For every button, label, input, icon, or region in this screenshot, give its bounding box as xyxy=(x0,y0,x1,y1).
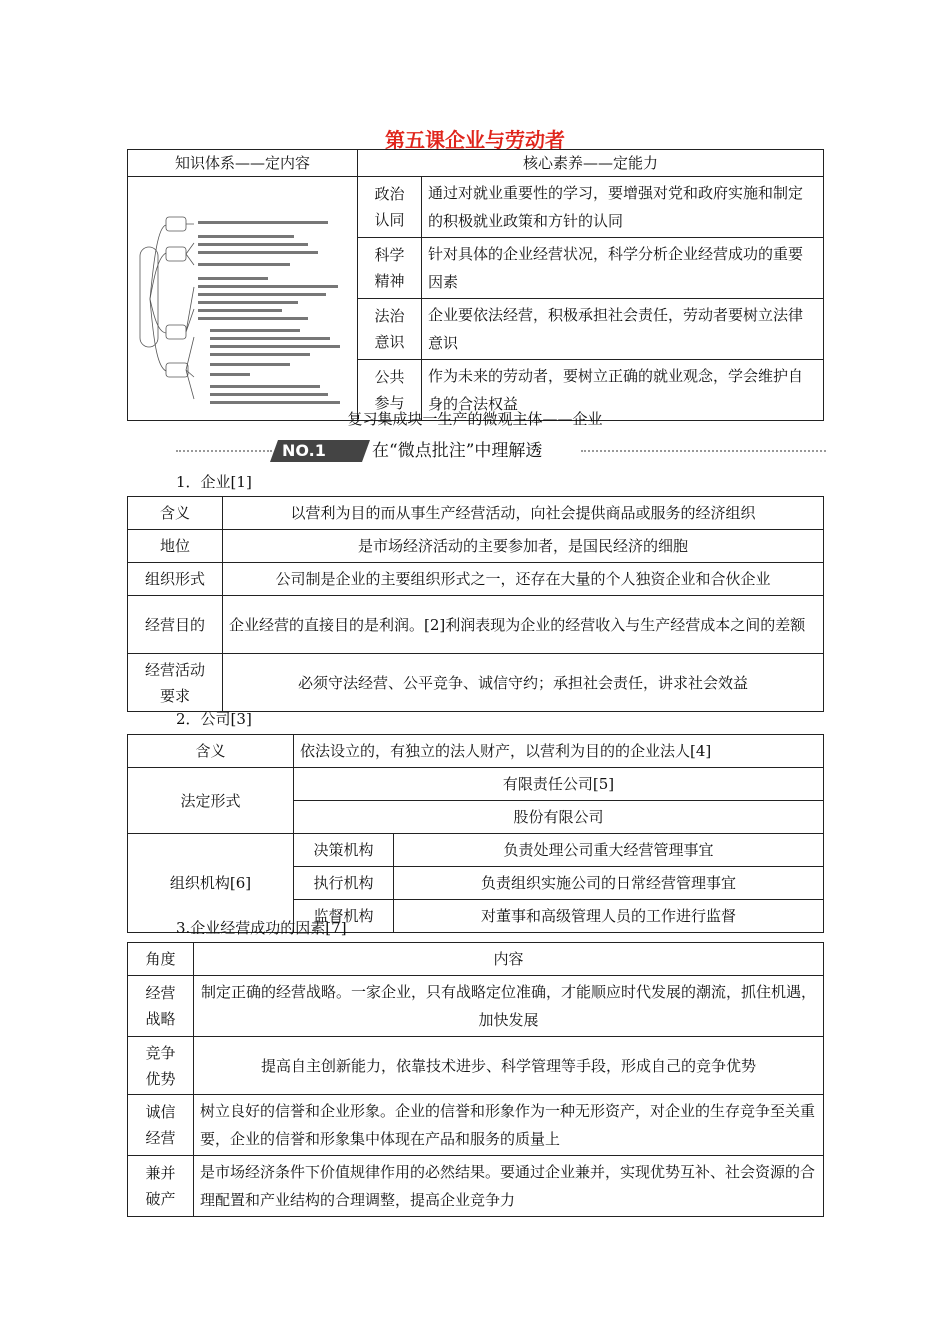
block-title: 复习集成块一生产的微观主体——企业 xyxy=(347,410,603,428)
enterprise-label: 地位 xyxy=(128,530,223,563)
literacy-text: 企业要依法经营，积极承担社会责任，劳动者要树立法律意识 xyxy=(422,299,824,360)
section-banner xyxy=(176,440,826,462)
enterprise-text: 是市场经济活动的主要参加者，是国民经济的细胞 xyxy=(223,530,824,563)
section2-heading: 2．公司[3] xyxy=(176,710,252,728)
page-title: 第五课企业与劳动者 xyxy=(385,128,565,152)
factor-label xyxy=(128,1095,194,1156)
literacy-label-line2: 意识 xyxy=(374,333,405,351)
enterprise-label: 组织形式 xyxy=(128,563,223,596)
literacy-label xyxy=(358,299,422,360)
factor-label-line2: 优势 xyxy=(145,1069,176,1088)
success-factors-table xyxy=(127,942,824,1217)
literacy-text: 针对具体的企业经营状况，科学分析企业经营成功的重要因素 xyxy=(422,238,824,299)
literacy-header: 核心素养——定能力 xyxy=(358,150,824,177)
company-forms-label: 法定形式 xyxy=(128,768,294,834)
factor-label-line1: 竞争 xyxy=(145,1043,176,1062)
enterprise-text: 必须守法经营、公平竞争、诚信守约；承担社会责任，讲求社会效益 xyxy=(223,654,824,712)
factor-label-line1: 经营 xyxy=(145,984,176,1002)
banner-badge xyxy=(270,440,370,462)
enterprise-text: 企业经营的直接目的是利润。[2]利润表现为企业的经营收入与生产经营成本之间的差额 xyxy=(223,596,824,654)
factor-label-line2: 破产 xyxy=(145,1190,176,1208)
org-name: 执行机构 xyxy=(294,867,394,900)
factor-text: 制定正确的经营战略。一家企业，只有战略定位准确，才能顺应时代发展的潮流，抓住机遇，加快发展 xyxy=(194,976,824,1037)
literacy-label-line2: 参与 xyxy=(374,394,405,412)
org-desc: 对董事和高级管理人员的工作进行监督 xyxy=(394,900,824,933)
literacy-label-line1: 政治 xyxy=(374,185,405,203)
org-name: 监督机构 xyxy=(294,900,394,933)
literacy-label xyxy=(358,238,422,299)
factors-col-header: 内容 xyxy=(194,943,824,976)
company-meaning-label: 含义 xyxy=(128,735,294,768)
banner-badge-text: NO.1 xyxy=(282,441,326,460)
mindmap-cell xyxy=(128,177,358,421)
banner-dots-right xyxy=(581,450,826,452)
section3-heading: 3.企业经营成功的因素[7] xyxy=(176,919,347,937)
enterprise-text: 以营利为目的而从事生产经营活动，向社会提供商品或服务的经济组织 xyxy=(223,497,824,530)
knowledge-mindmap xyxy=(132,187,352,411)
factor-text: 提高自主创新能力，依靠技术进步、科学管理等手段，形成自己的竞争优势 xyxy=(194,1037,824,1095)
banner-dots-left xyxy=(176,450,272,452)
literacy-label-line1: 公共 xyxy=(374,368,405,386)
factor-label xyxy=(128,1037,194,1095)
literacy-text: 通过对就业重要性的学习，要增强对党和政府实施和制定的积极就业政策和方针的认同 xyxy=(422,177,824,238)
enterprise-label: 含义 xyxy=(128,497,223,530)
company-form: 有限责任公司[5] xyxy=(294,768,824,801)
enterprise-table xyxy=(127,496,824,712)
literacy-label-line2: 精神 xyxy=(374,272,405,290)
company-form: 股份有限公司 xyxy=(294,801,824,834)
factor-label xyxy=(128,976,194,1037)
factor-label-line1: 诚信 xyxy=(145,1103,176,1121)
literacy-label-line1: 科学 xyxy=(374,246,405,264)
enterprise-text: 公司制是企业的主要组织形式之一，还存在大量的个人独资企业和合伙企业 xyxy=(223,563,824,596)
mindmap-diagram xyxy=(132,187,352,411)
knowledge-header: 知识体系——定内容 xyxy=(128,150,358,177)
factor-text: 树立良好的信誉和企业形象。企业的信誉和形象作为一种无形资产，对企业的生存竞争至关重要，企业的信誉和形象集中体现在产品和服务的质量上 xyxy=(194,1095,824,1156)
enterprise-label-line1: 经营活动 xyxy=(144,660,205,679)
overview-table xyxy=(127,149,824,421)
literacy-label-line2: 认同 xyxy=(374,211,405,229)
factor-label-line2: 经营 xyxy=(145,1129,176,1147)
enterprise-label xyxy=(128,654,223,712)
literacy-text: 作为未来的劳动者，要树立正确的就业观念，学会维护自身的合法权益 xyxy=(422,360,824,421)
org-desc: 负责组织实施公司的日常经营管理事宜 xyxy=(394,867,824,900)
factor-label xyxy=(128,1156,194,1217)
literacy-label xyxy=(358,177,422,238)
factor-label-line2: 战略 xyxy=(145,1010,176,1028)
banner-text: 在“微点批注”中理解透 xyxy=(372,441,543,461)
factors-col-header: 角度 xyxy=(128,943,194,976)
org-desc: 负责处理公司重大经营管理事宜 xyxy=(394,834,824,867)
factor-label-line1: 兼并 xyxy=(145,1164,176,1182)
section1-heading: 1．企业[1] xyxy=(176,473,252,491)
company-org-label: 组织机构[6] xyxy=(128,834,294,933)
company-table xyxy=(127,734,824,933)
enterprise-label: 经营目的 xyxy=(128,596,223,654)
company-meaning-text: 依法设立的，有独立的法人财产，以营利为目的的企业法人[4] xyxy=(294,735,824,768)
org-name: 决策机构 xyxy=(294,834,394,867)
enterprise-label-line2: 要求 xyxy=(159,686,190,705)
factor-text: 是市场经济条件下价值规律作用的必然结果。要通过企业兼并，实现优势互补、社会资源的合理配置和产业结构的合理调整，提高企业竞争力 xyxy=(194,1156,824,1217)
literacy-label-line1: 法治 xyxy=(374,307,405,325)
